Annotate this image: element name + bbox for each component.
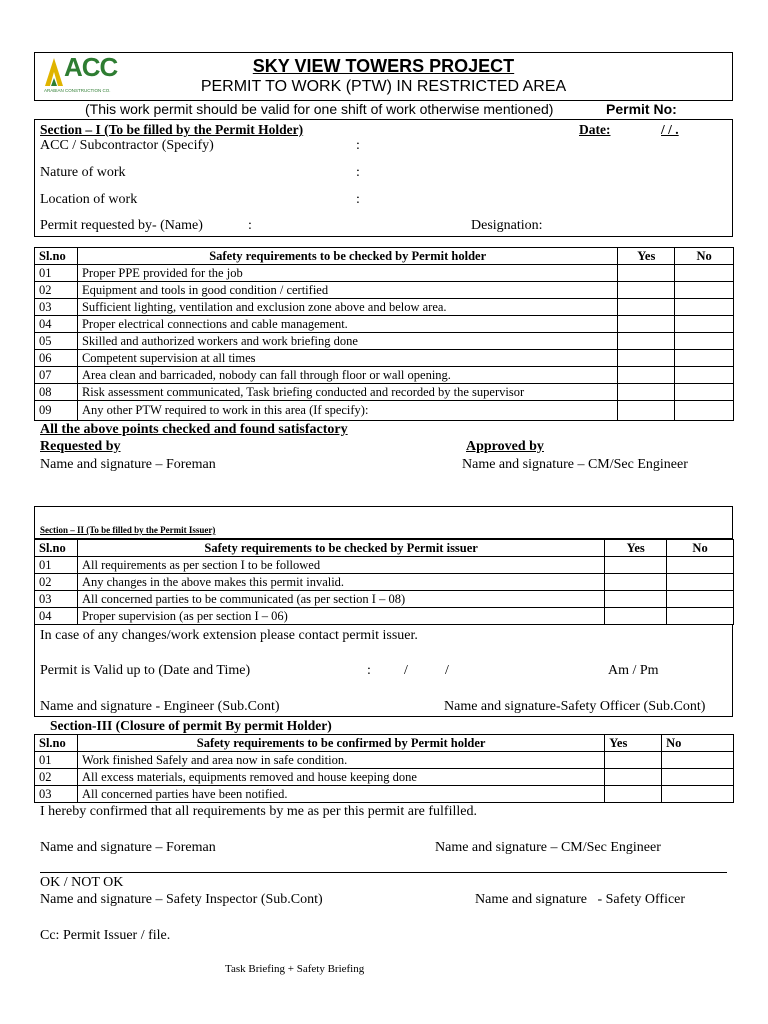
table-row — [35, 769, 734, 786]
closure-foreman-signature[interactable]: Name and signature – Foreman — [40, 840, 216, 855]
date-label-text: Date: — [579, 122, 611, 137]
no-cell[interactable] — [675, 384, 734, 401]
engineer-signature[interactable]: Name and signature – CM/Sec Engineer — [462, 457, 688, 472]
table-row — [35, 591, 734, 608]
header-yes: Yes — [605, 735, 662, 752]
no-cell[interactable] — [675, 350, 734, 367]
header-slno: Sl.no — [35, 735, 78, 752]
footer-note: Task Briefing + Safety Briefing — [225, 963, 365, 975]
date-field[interactable]: / / . — [661, 122, 679, 137]
table-row — [35, 299, 734, 316]
date-label — [579, 122, 726, 138]
safety-officer-subcont-signature[interactable]: Name and signature-Safety Officer (Sub.Cont) — [444, 699, 706, 714]
row-text: Risk assessment communicated, Task briefing conducted and recorded by the supervisor — [77, 384, 617, 401]
foreman-signature[interactable]: Name and signature – Foreman — [40, 457, 216, 472]
permit-title: PERMIT TO WORK (PTW) IN RESTRICTED AREA — [200, 78, 567, 95]
requested-by-name-label: Permit requested by- (Name) — [40, 218, 203, 233]
table-row — [35, 557, 734, 574]
project-title: SKY VIEW TOWERS PROJECT — [252, 56, 515, 76]
approved-by-heading: Approved by — [466, 439, 544, 454]
header-no: No — [675, 248, 734, 265]
row-text: Proper supervision (as per section I – 06) — [77, 608, 604, 625]
header-requirement: Safety requirements to be checked by Permit holder — [77, 248, 617, 265]
row-text: All requirements as per section I to be followed — [77, 557, 604, 574]
row-no: 03 — [35, 786, 78, 803]
validity-note: (This work permit should be valid for one shift of work otherwise mentioned) — [85, 101, 554, 117]
designation-label[interactable]: Designation: — [471, 218, 543, 233]
yes-cell[interactable] — [605, 769, 662, 786]
yes-cell[interactable] — [605, 608, 667, 625]
yes-cell[interactable] — [618, 401, 675, 421]
table-permit-issuer-checks — [34, 539, 734, 625]
no-cell[interactable] — [675, 333, 734, 350]
no-cell[interactable] — [662, 769, 734, 786]
table-row — [35, 401, 734, 421]
table-row — [35, 608, 734, 625]
table-row — [35, 384, 734, 401]
yes-cell[interactable] — [618, 367, 675, 384]
row-text: Proper PPE provided for the job — [77, 265, 617, 282]
field-nature-label: Nature of work — [40, 165, 126, 180]
table-row — [35, 265, 734, 282]
no-cell[interactable] — [675, 265, 734, 282]
row-no: 02 — [35, 769, 78, 786]
section3-heading: Section-III (Closure of permit By permit Holder) — [50, 718, 332, 733]
no-cell[interactable] — [662, 786, 734, 803]
header-requirement: Safety requirements to be checked by Permit issuer — [77, 540, 604, 557]
table-row — [35, 574, 734, 591]
header-yes: Yes — [618, 248, 675, 265]
safety-officer-signature[interactable]: Name and signature - Safety Officer — [475, 892, 686, 907]
table-row — [35, 350, 734, 367]
yes-cell[interactable] — [605, 786, 662, 803]
table-header-row — [35, 735, 734, 752]
field-subcontractor-colon[interactable]: : — [356, 138, 360, 153]
valid-up-to-slash-1[interactable]: / — [404, 663, 408, 678]
row-no: 04 — [35, 316, 78, 333]
header-no: No — [667, 540, 734, 557]
am-pm-field[interactable]: Am / Pm — [608, 663, 659, 678]
no-cell[interactable] — [675, 316, 734, 333]
section2-heading: Section – II (To be filled by the Permit Issuer) — [40, 525, 216, 535]
engineer-subcont-signature[interactable]: Name and signature - Engineer (Sub.Cont) — [40, 699, 280, 714]
contact-note: In case of any changes/work extension please contact permit issuer. — [40, 628, 418, 643]
valid-up-to-slash-2[interactable]: / — [445, 663, 449, 678]
ok-not-ok-field[interactable]: OK / NOT OK — [40, 875, 124, 890]
yes-cell[interactable] — [605, 752, 662, 769]
checked-statement: All the above points checked and found satisfactory — [40, 422, 348, 437]
no-cell[interactable] — [667, 574, 734, 591]
row-text: All excess materials, equipments removed and house keeping done — [77, 769, 604, 786]
requested-by-heading: Requested by — [40, 439, 121, 454]
valid-up-to-colon[interactable]: : — [367, 663, 371, 678]
yes-cell[interactable] — [618, 265, 675, 282]
yes-cell[interactable] — [618, 350, 675, 367]
table-row — [35, 752, 734, 769]
valid-up-to-label: Permit is Valid up to (Date and Time) — [40, 663, 251, 678]
row-no: 01 — [35, 265, 78, 282]
no-cell[interactable] — [667, 591, 734, 608]
row-text: Equipment and tools in good condition / certified — [77, 282, 617, 299]
table-row — [35, 786, 734, 803]
no-cell[interactable] — [667, 557, 734, 574]
no-cell[interactable] — [675, 401, 734, 421]
row-no: 01 — [35, 557, 78, 574]
row-text: Any changes in the above makes this permit invalid. — [77, 574, 604, 591]
row-no: 08 — [35, 384, 78, 401]
field-subcontractor-label: ACC / Subcontractor (Specify) — [40, 138, 214, 153]
permit-no-label: Permit No: — [606, 101, 677, 117]
header-slno: Sl.no — [35, 540, 78, 557]
header-slno: Sl.no — [35, 248, 78, 265]
row-no: 03 — [35, 299, 78, 316]
row-no: 02 — [35, 282, 78, 299]
row-no: 05 — [35, 333, 78, 350]
yes-cell[interactable] — [605, 574, 667, 591]
table-row — [35, 367, 734, 384]
no-cell[interactable] — [675, 299, 734, 316]
closure-divider — [40, 872, 727, 873]
field-location-colon[interactable]: : — [356, 192, 360, 207]
table-closure-checks — [34, 734, 734, 803]
field-nature-colon[interactable]: : — [356, 165, 360, 180]
yes-cell[interactable] — [618, 299, 675, 316]
row-text: Area clean and barricaded, nobody can fall through floor or wall opening. — [77, 367, 617, 384]
row-text: Competent supervision at all times — [77, 350, 617, 367]
no-cell[interactable] — [662, 752, 734, 769]
row-text: Work finished Safely and area now in safe condition. — [77, 752, 604, 769]
header-requirement: Safety requirements to be confirmed by Permit holder — [77, 735, 604, 752]
closure-confirmation: I hereby confirmed that all requirements by me as per this permit are fulfilled. — [40, 804, 477, 819]
row-text: All concerned parties to be communicated (as per section I – 08) — [77, 591, 604, 608]
cc-line: Cc: Permit Issuer / file. — [40, 928, 171, 943]
row-no: 06 — [35, 350, 78, 367]
yes-cell[interactable] — [618, 282, 675, 299]
yes-cell[interactable] — [618, 316, 675, 333]
no-cell[interactable] — [675, 282, 734, 299]
row-no: 01 — [35, 752, 78, 769]
row-text: All concerned parties have been notified. — [77, 786, 604, 803]
field-location-label: Location of work — [40, 192, 138, 207]
header-yes: Yes — [605, 540, 667, 557]
row-no: 07 — [35, 367, 78, 384]
requested-by-name-colon[interactable]: : — [248, 218, 252, 233]
table-header-row — [35, 540, 734, 557]
no-cell[interactable] — [667, 608, 734, 625]
logo-text: ACC — [64, 52, 118, 82]
row-text: Sufficient lighting, ventilation and exclusion zone above and below area. — [77, 299, 617, 316]
row-no: 02 — [35, 574, 78, 591]
table-row — [35, 316, 734, 333]
logo-subtext: ARABIAN CONSTRUCTION CO. — [44, 88, 111, 93]
row-no: 09 — [35, 401, 78, 421]
yes-cell[interactable] — [618, 333, 675, 350]
closure-engineer-signature[interactable]: Name and signature – CM/Sec Engineer — [435, 840, 661, 855]
row-text: Skilled and authorized workers and work briefing done — [77, 333, 617, 350]
safety-inspector-signature[interactable]: Name and signature – Safety Inspector (Sub.Cont) — [40, 892, 323, 907]
row-text: Proper electrical connections and cable management. — [77, 316, 617, 333]
no-cell[interactable] — [675, 367, 734, 384]
table-permit-holder-checks — [34, 247, 734, 421]
table-row — [35, 333, 734, 350]
row-no: 04 — [35, 608, 78, 625]
table-row — [35, 282, 734, 299]
yes-cell[interactable] — [605, 557, 667, 574]
row-text: Any other PTW required to work in this area (If specify): — [77, 401, 617, 421]
row-no: 03 — [35, 591, 78, 608]
table-header-row — [35, 248, 734, 265]
header-no: No — [662, 735, 734, 752]
section1-heading: Section – I (To be filled by the Permit Holder) — [40, 122, 304, 137]
yes-cell[interactable] — [618, 384, 675, 401]
yes-cell[interactable] — [605, 591, 667, 608]
